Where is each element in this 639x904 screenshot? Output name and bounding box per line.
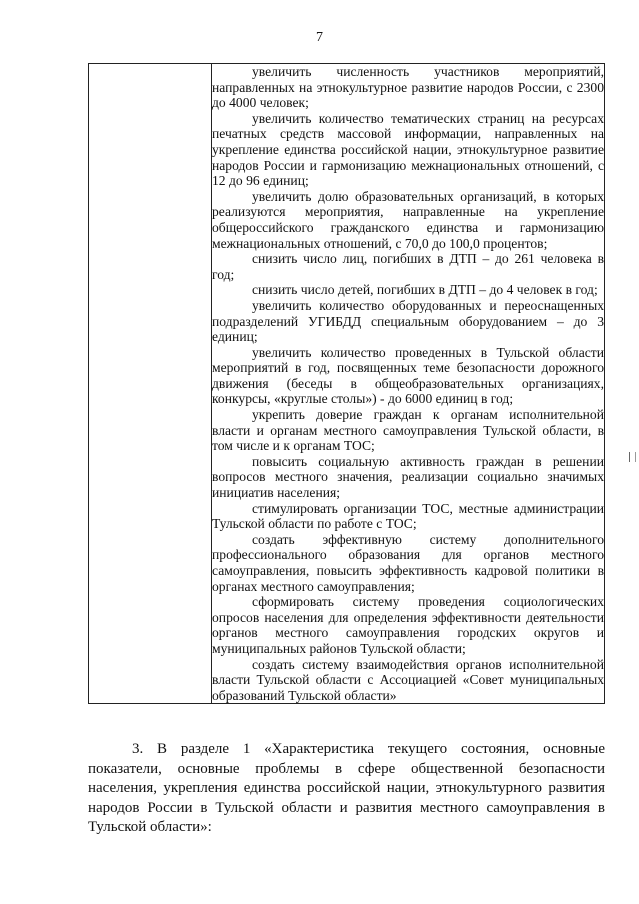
- list-item: создать эффективную систему дополнительного профессионального образования для органов местного самоуправления, повысить эффективность кадровой политики в органах местного самоуправления;: [212, 531, 604, 594]
- list-item: снизить число детей, погибших в ДТП – до 4 человек в год;: [252, 282, 598, 298]
- list-item: снизить число лиц, погибших в ДТП – до 261 человека в год;: [212, 251, 604, 282]
- table-row: [89, 64, 605, 704]
- list-item: сформировать систему проведения социологических опросов населения для определения эффективности деятельности органов местного самоуправления городских округов и муниципальных районов Тульской области;: [212, 594, 604, 656]
- list-item: стимулировать организации ТОС, местные администрации Тульской области по работе с ТОС;: [212, 500, 604, 532]
- list-item: увеличить количество оборудованных и переоснащенных подразделений УГИБДД специальным оборудованием – до 3 единиц;: [212, 297, 604, 345]
- list-item: создать систему взаимодействия органов исполнительной власти Тульской области с Ассоциацией «Совет муниципальных образований Тульской области»: [212, 656, 604, 703]
- table-right-cell: [212, 64, 605, 704]
- list-item: укрепить доверие граждан к органам исполнительной власти и органам местного самоуправления Тульской области, в том числе и к органам ТОС;: [212, 407, 604, 454]
- list-item: увеличить численность участников мероприятий, направленных на этнокультурное развитие народов России, с 2300 до 4000 человек;: [212, 64, 604, 111]
- page-number: 7: [316, 30, 323, 45]
- list-item: увеличить количество проведенных в Тульской области мероприятий в год, посвященных теме безопасности дорожного движения (беседы в общеобразовательных организациях, конкурсы, «круглые столы») - до 6000 единиц в год;: [212, 344, 604, 407]
- table-left-cell: [89, 64, 212, 704]
- closing-paragraph: 3. В разделе 1 «Характеристика текущего состояния, основные показатели, основные проблемы в сфере общественной безопасности населения, укрепления единства российской нации, этнокультурного развития народов России в Тульской области и развития местного самоуправления в Тульской области»:: [88, 741, 605, 835]
- list-item: увеличить количество тематических страниц на ресурсах печатных средств массовой информации, направленных на укрепление единства российской нации, этнокультурное развитие народов России и гармонизацию межнациональных отношений, с 12 до 96 единиц;: [212, 110, 604, 189]
- results-table: [88, 63, 605, 704]
- list-item: увеличить долю образовательных организаций, в которых реализуются мероприятия, направленные на укрепление общероссийского гражданского единства и гармонизацию межнациональных отношений, с 70,0 до 100,0 процентов;: [212, 188, 604, 251]
- list-item: повысить социальную активность граждан в решении вопросов местного значения, реализации социально значимых инициатив населения;: [212, 453, 604, 501]
- scan-artifact: [629, 452, 636, 462]
